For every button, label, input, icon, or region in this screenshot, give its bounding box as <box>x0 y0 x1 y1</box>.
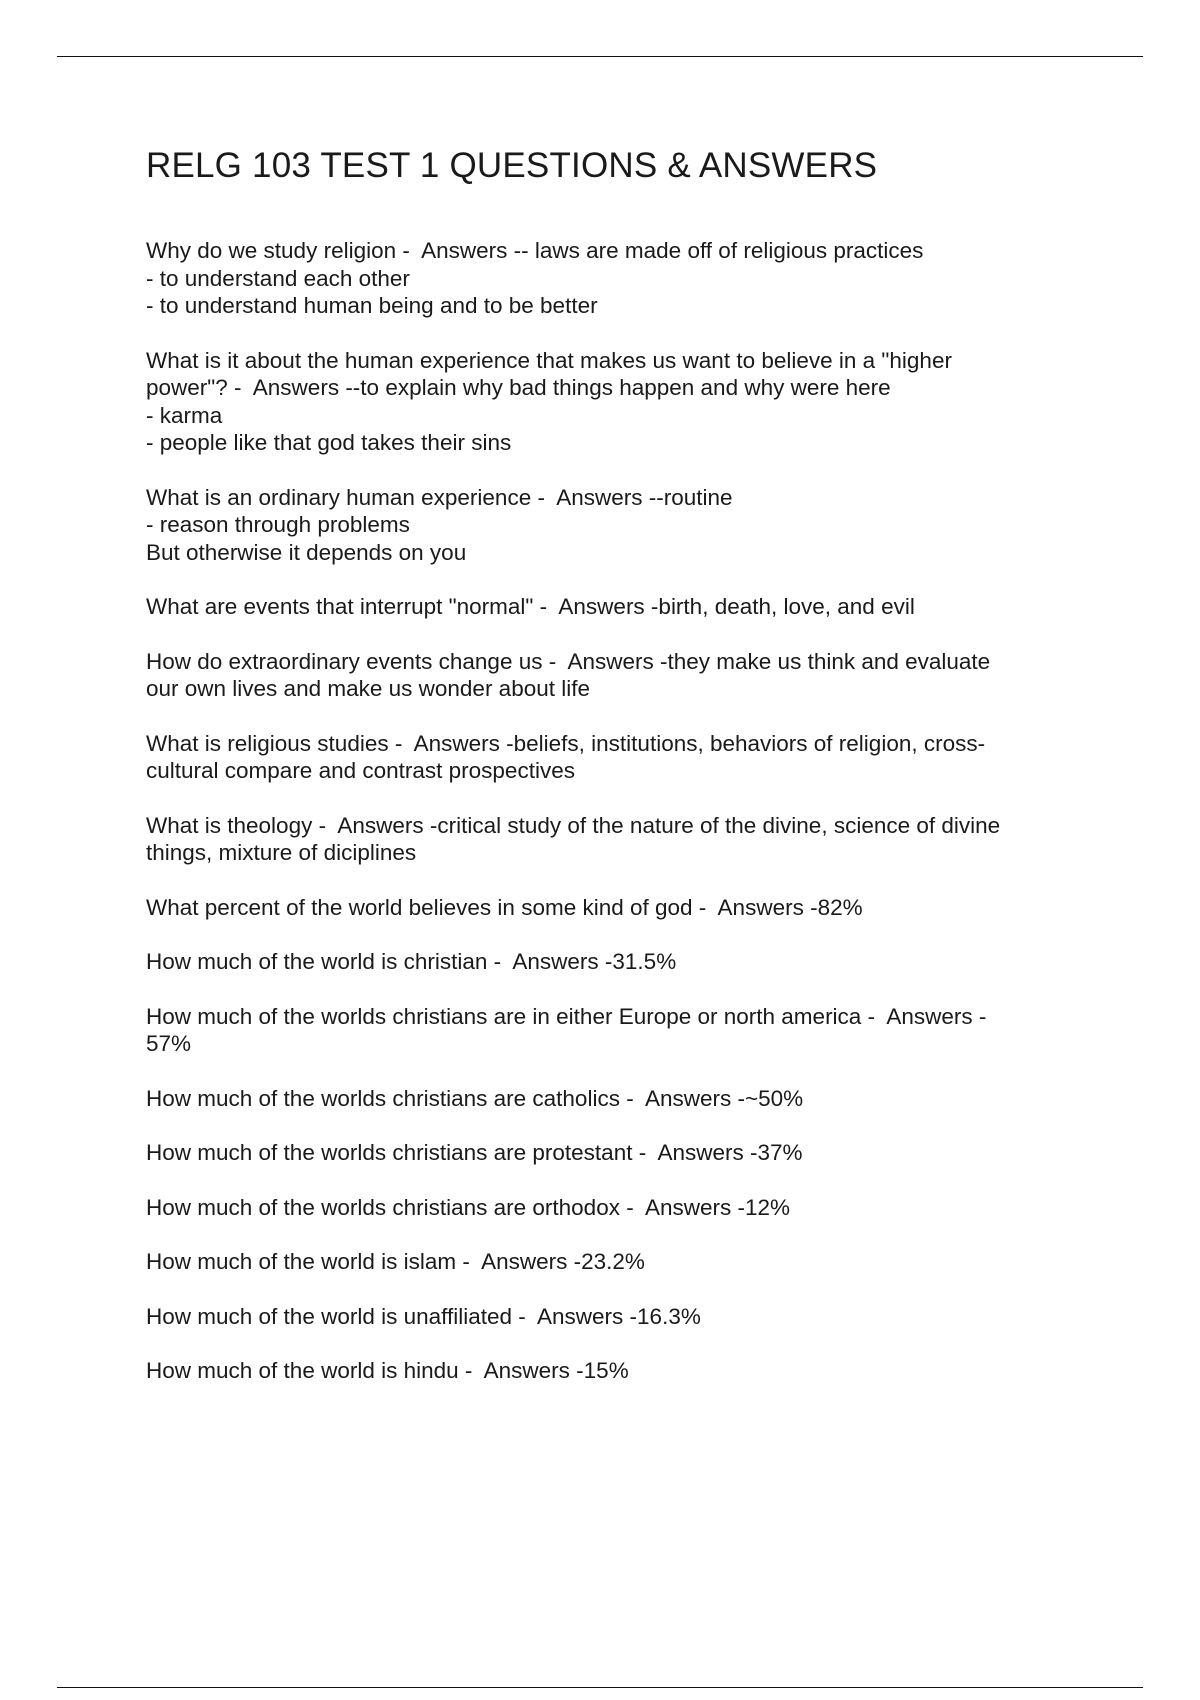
qa-entry <box>146 1139 1076 1167</box>
qa-line: - people like that god takes their sins <box>146 430 512 455</box>
qa-entry <box>146 593 1076 621</box>
qa-entry <box>146 1248 1076 1276</box>
qa-line: What are events that interrupt "normal" - Answers -birth, death, love, and evil <box>146 594 915 619</box>
qa-entry <box>146 237 1076 320</box>
qa-entry <box>146 730 1076 785</box>
qa-line: - to understand each other <box>146 265 410 291</box>
qa-line: 57% <box>146 1031 192 1056</box>
qa-line: power"? - Answers --to explain why bad things happen and why were here <box>146 375 891 400</box>
qa-line: things, mixture of diciplines <box>146 840 417 865</box>
qa-entry <box>146 1003 1076 1058</box>
qa-entry <box>146 948 1076 976</box>
qa-entry <box>146 347 1076 457</box>
qa-line: How much of the worlds christians are orthodox - Answers -12% <box>146 1194 791 1220</box>
qa-line: How much of the worlds christians are catholics - Answers -~50% <box>146 1085 804 1111</box>
qa-line: How much of the world is unaffiliated - Answers -16.3% <box>146 1303 701 1329</box>
qa-line: How much of the world is hindu - Answers -15% <box>146 1358 629 1383</box>
qa-entry <box>146 484 1076 567</box>
qa-line: What is theology - Answers -critical study of the nature of the divine, science of divine <box>146 812 1001 838</box>
qa-line: How much of the world is islam - Answers -23.2% <box>146 1249 645 1274</box>
qa-entry <box>146 1303 1076 1331</box>
qa-line: How much of the worlds christians are protestant - Answers -37% <box>146 1140 803 1165</box>
qa-line: Why do we study religion - Answers -- laws are made off of religious practices <box>146 238 924 263</box>
qa-entry <box>146 1085 1076 1113</box>
qa-line: What is it about the human experience that makes us want to believe in a "higher <box>146 347 952 373</box>
qa-line: our own lives and make us wonder about life <box>146 676 591 701</box>
bottom-rule <box>57 1687 1143 1688</box>
qa-entry <box>146 894 1076 922</box>
qa-line: What is an ordinary human experience - Answers --routine <box>146 484 733 510</box>
document-page <box>146 140 1076 1412</box>
top-rule <box>57 56 1143 57</box>
qa-entry <box>146 1194 1076 1222</box>
qa-line: But otherwise it depends on you <box>146 539 467 565</box>
qa-line: What percent of the world believes in some kind of god - Answers -82% <box>146 894 863 920</box>
qa-entry <box>146 1357 1076 1385</box>
qa-line: What is religious studies - Answers -beliefs, institutions, behaviors of religion, cross- <box>146 730 986 756</box>
qa-entry <box>146 812 1076 867</box>
qa-line: - reason through problems <box>146 512 410 537</box>
qa-line: How much of the worlds christians are in either Europe or north america - Answers - <box>146 1003 987 1029</box>
qa-line: How do extraordinary events change us - Answers -they make us think and evaluate <box>146 648 991 674</box>
page-title: RELG 103 TEST 1 QUESTIONS & ANSWERS <box>146 146 878 185</box>
qa-list <box>146 237 1076 1385</box>
qa-entry <box>146 648 1076 703</box>
qa-line: cultural compare and contrast prospectives <box>146 758 575 783</box>
qa-line: How much of the world is christian - Answers -31.5% <box>146 949 677 974</box>
qa-line: - to understand human being and to be better <box>146 293 598 318</box>
qa-line: - karma <box>146 402 223 428</box>
